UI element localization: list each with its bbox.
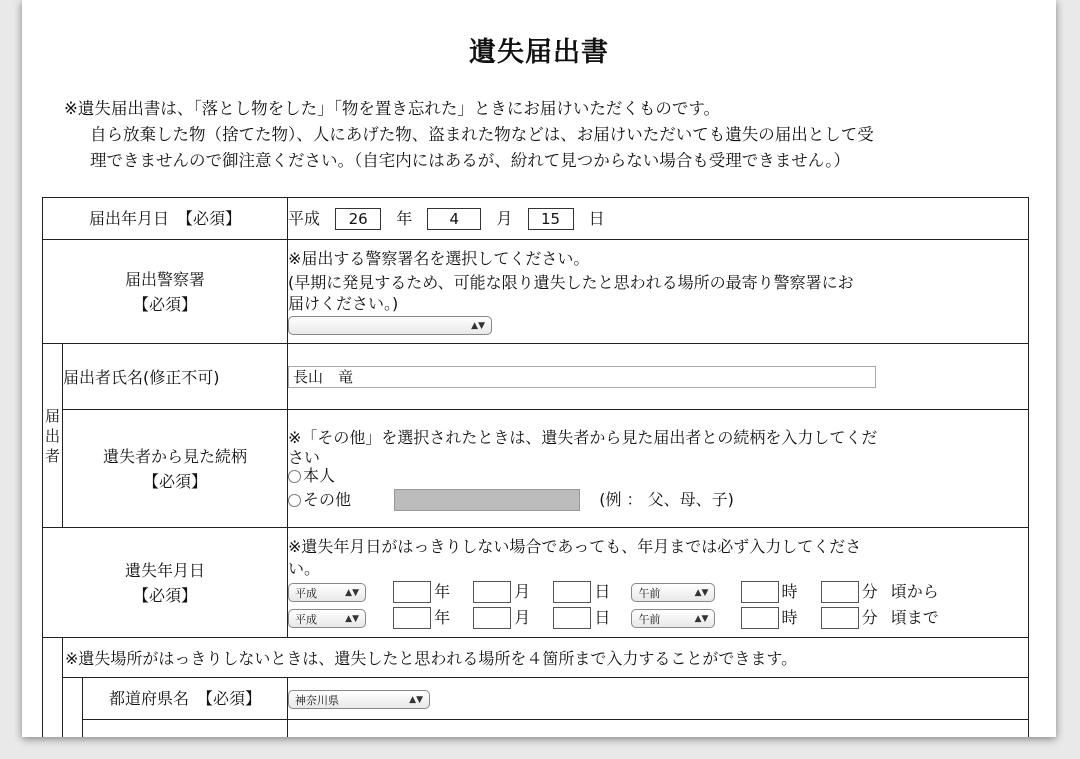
filing-year-box: 26: [335, 208, 381, 230]
select-arrows-icon: ▲▼: [694, 613, 709, 624]
from-minute-unit: 分: [861, 581, 878, 601]
notice-line-3: 理できませんので御注意ください。（自宅内にはあるが、紛れて見つからない場合も受理できません。）: [90, 151, 850, 170]
relation-other-label: その他: [303, 489, 352, 509]
from-era-select[interactable]: [288, 583, 366, 602]
next-row-value: [288, 720, 1029, 738]
from-hour-input[interactable]: [741, 581, 779, 603]
relation-label: [63, 410, 288, 528]
to-month-input[interactable]: [473, 607, 511, 629]
to-hour-input[interactable]: [741, 607, 779, 629]
lost-date-label-text: 遺失年月日: [125, 560, 206, 580]
to-suffix: 頃まで: [890, 607, 939, 627]
to-month-unit: 月: [514, 607, 531, 627]
to-year-input[interactable]: [393, 607, 431, 629]
from-ampm-value: 午前: [638, 586, 661, 600]
next-row: [43, 720, 1029, 738]
from-minute-input[interactable]: [821, 581, 859, 603]
police-station-label-text: 届出警察署: [125, 269, 206, 289]
from-year-input[interactable]: [393, 581, 431, 603]
to-year-unit: 年: [434, 607, 451, 627]
relation-required: 【必須】: [143, 471, 208, 491]
filer-name-input[interactable]: 長山 竜: [288, 366, 876, 388]
filing-era: 平成: [288, 208, 321, 228]
from-ampm-select[interactable]: [631, 583, 715, 602]
to-minute-input[interactable]: [821, 607, 859, 629]
from-day-unit: 日: [594, 581, 611, 601]
to-hour-unit: 時: [781, 607, 798, 627]
lost-date-instruction-1: ※遺失年月日がはっきりしない場合であっても、年月までは必ず入力してくださ: [288, 536, 862, 556]
to-era-value: 平成: [295, 612, 318, 626]
relation-other-radio[interactable]: [288, 494, 301, 507]
from-day-input[interactable]: [553, 581, 591, 603]
police-instruction-1: ※届出する警察署名を選択してください。: [288, 248, 590, 268]
prefecture-value: [288, 678, 1029, 720]
filer-name-label: 届出者氏名(修正不可): [63, 344, 288, 410]
to-minute-unit: 分: [861, 607, 878, 627]
filer-group-char-1: 届: [44, 406, 60, 425]
relation-label-text: 遺失者から見た続柄: [103, 446, 248, 466]
filing-year-unit: 年: [396, 208, 413, 228]
police-station-row: [43, 240, 1029, 344]
prefecture-select[interactable]: [288, 690, 430, 709]
relation-example: (例 ： 父、母、子): [599, 489, 734, 509]
filer-group-char-3: 者: [44, 446, 60, 465]
filing-date-label: 届出年月日 【必須】: [43, 198, 288, 240]
select-arrows-icon: ▲▼: [345, 613, 360, 624]
filing-month-box: 4: [427, 208, 481, 230]
filer-group-label: [43, 344, 63, 528]
notice-line-1: ※遺失届出書は、「落とし物をした」「物を置き忘れた」ときにお届けいただくものです。: [64, 99, 721, 118]
lost-date-instruction-2: い。: [288, 558, 321, 578]
from-year-unit: 年: [434, 581, 451, 601]
from-suffix: 頃から: [890, 581, 939, 601]
relation-instruction-1: ※「その他」を選択されたときは、遺失者から見た届出者との続柄を入力してくだ: [288, 427, 878, 447]
to-day-input[interactable]: [553, 607, 591, 629]
police-station-label: [43, 240, 288, 344]
filer-name-value: [288, 344, 1029, 410]
lost-date-value: [288, 528, 1029, 638]
lost-date-label: [43, 528, 288, 638]
police-instruction-3: 届けください。): [288, 293, 399, 313]
filing-day-unit: 日: [588, 208, 605, 228]
prefecture-select-value: 神奈川県: [295, 693, 340, 707]
filing-month-unit: 月: [496, 208, 513, 228]
prefecture-label: 都道府県名 【必須】: [83, 678, 288, 720]
relation-self-label: 本人: [303, 465, 336, 485]
select-arrows-icon: ▲▼: [694, 587, 709, 598]
lost-place-group-cell: [43, 638, 63, 738]
filing-date-value: [288, 198, 1029, 240]
relation-value: [288, 410, 1029, 528]
filing-date-row: [43, 198, 1029, 240]
notice-line-2: 自ら放棄した物（捨てた物）、人にあげた物、盗まれた物などは、お届けいただいても遺失の届出として受: [90, 125, 874, 144]
relation-self-radio[interactable]: [288, 470, 301, 483]
notice-text: [64, 96, 874, 174]
lost-place-notice-row: [43, 638, 1029, 678]
select-arrows-icon: ▲▼: [471, 320, 486, 331]
relation-other-input[interactable]: [394, 489, 580, 511]
lost-date-from: [288, 579, 1028, 605]
filer-group-char-2: 出: [44, 426, 60, 445]
police-station-value: [288, 240, 1029, 344]
police-instruction-2: (早期に発見するため、可能な限り遺失したと思われる場所の最寄り警察署にお: [288, 272, 854, 292]
select-arrows-icon: ▲▼: [345, 587, 360, 598]
form-table: [42, 197, 1029, 737]
police-station-select[interactable]: [288, 316, 492, 335]
police-station-required: 【必須】: [133, 294, 198, 314]
lost-date-to: [288, 605, 1028, 631]
prefecture-row: [43, 678, 1029, 720]
to-ampm-value: 午前: [638, 612, 661, 626]
filer-name-row: [43, 344, 1029, 410]
page-title: 遺失届出書: [469, 37, 609, 68]
to-era-select[interactable]: [288, 609, 366, 628]
from-month-unit: 月: [514, 581, 531, 601]
from-month-input[interactable]: [473, 581, 511, 603]
from-era-value: 平成: [295, 586, 318, 600]
next-row-label: [83, 720, 288, 738]
lost-date-row: [43, 528, 1029, 638]
filing-day-box: 15: [528, 208, 574, 230]
to-ampm-select[interactable]: [631, 609, 715, 628]
lost-place-notice: ※遺失場所がはっきりしないときは、遺失したと思われる場所を４箇所まで入力することができます。: [63, 638, 1029, 678]
relation-row: [43, 410, 1029, 528]
lost-report-form: [42, 197, 1028, 737]
select-arrows-icon: ▲▼: [409, 694, 424, 705]
lost-date-required: 【必須】: [133, 585, 198, 605]
from-hour-unit: 時: [781, 581, 798, 601]
relation-instruction-2: さい: [288, 449, 321, 464]
to-day-unit: 日: [594, 607, 611, 627]
form-sheet: [22, 0, 1056, 737]
prefecture-group-cell: [63, 678, 83, 738]
